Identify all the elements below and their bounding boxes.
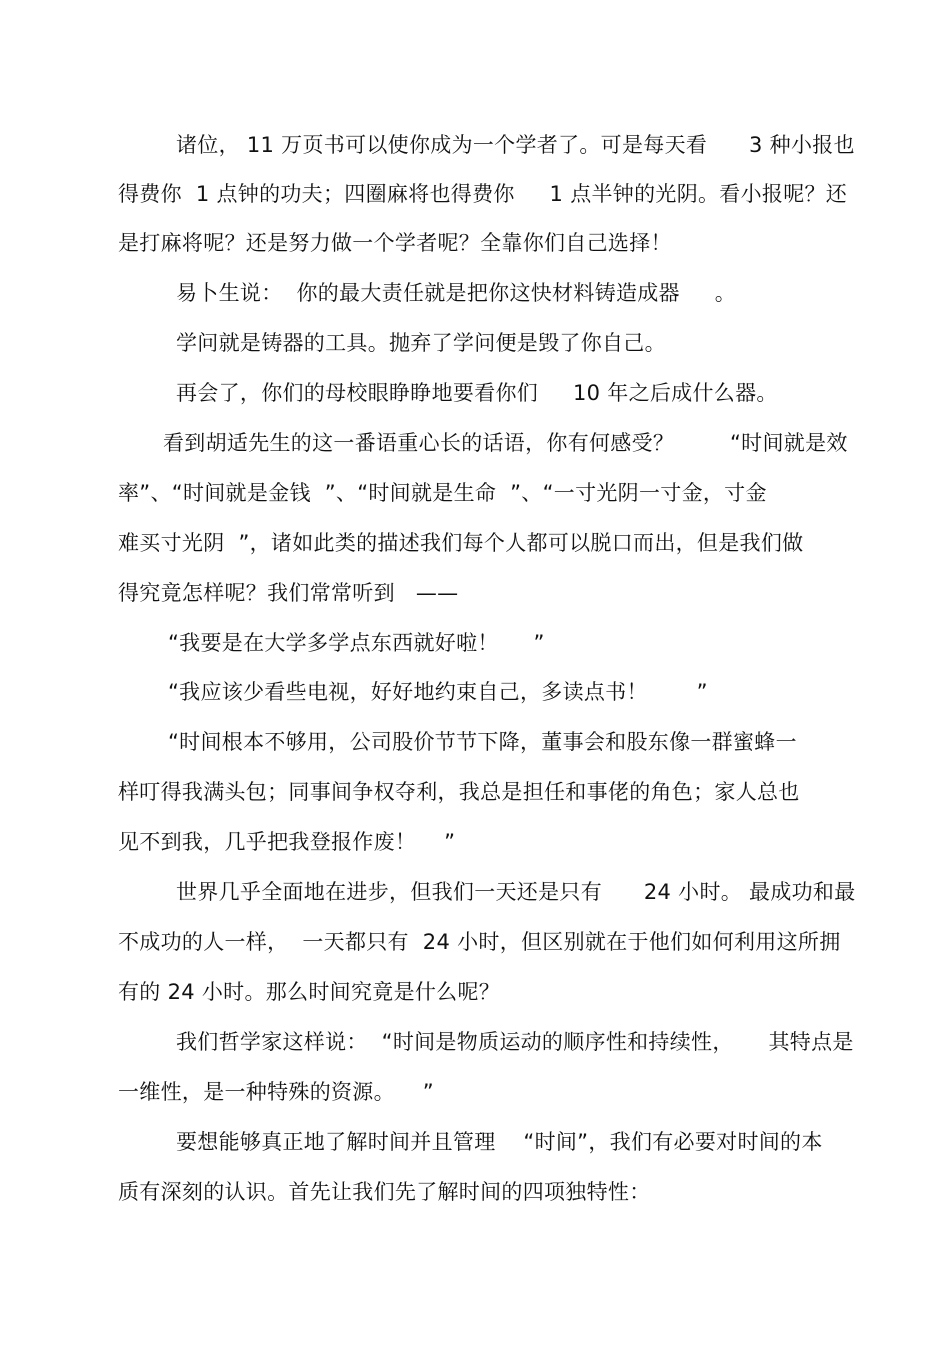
text-line: 再会了，你们的母校眼睁睁地要看你们 10 年之后成什么器。 xyxy=(176,381,778,405)
text-line: 易卜生说： 你的最大责任就是把你这快材料铸造成器 。 xyxy=(176,281,737,305)
text-line: 一维性，是一种特殊的资源。 ” xyxy=(118,1080,434,1104)
text-line: 学问就是铸器的工具。抛弃了学问便是毁了你自己。 xyxy=(176,331,666,355)
text-line: 世界几乎全面地在进步，但我们一天还是只有 24 小时。 最成功和最 xyxy=(176,880,856,904)
text-line: “我应该少看些电视，好好地约束自己，多读点书！ ” xyxy=(168,680,708,704)
text-line: 我们哲学家这样说： “时间是物质运动的顺序性和持续性， 其特点是 xyxy=(176,1030,854,1054)
text-line: 有的 24 小时。那么时间究竟是什么呢？ xyxy=(118,980,501,1004)
text-line: 是打麻将呢？还是努力做一个学者呢？全靠你们自己选择！ xyxy=(118,231,672,255)
text-line: 不成功的人一样， 一天都只有 24 小时，但区别就在于他们如何利用这所拥 xyxy=(118,930,841,954)
text-line: 要想能够真正地了解时间并且管理 “时间”，我们有必要对时间的本 xyxy=(176,1130,823,1154)
text-line: 得费你 1 点钟的功夫；四圈麻将也得费你 1 点半钟的光阴。看小报呢？还 xyxy=(118,182,848,206)
text-line: 样叮得我满头包；同事间争权夺利，我总是担任和事佬的角色；家人总也 xyxy=(118,780,800,804)
text-line: “时间根本不够用，公司股价节节下降，董事会和股东像一群蜜蜂一 xyxy=(168,730,797,754)
text-line: “我要是在大学多学点东西就好啦！ ” xyxy=(168,631,545,655)
text-line: 率”、“时间就是金钱 ”、“时间就是生命 ”、“一寸光阴一寸金，寸金 xyxy=(118,481,767,505)
text-line: 难买寸光阴 ”，诸如此类的描述我们每个人都可以脱口而出，但是我们做 xyxy=(118,531,804,555)
text-line: 见不到我，几乎把我登报作废！ ” xyxy=(118,830,456,854)
text-line: 看到胡适先生的这一番语重心长的话语，你有何感受？ “时间就是效 xyxy=(163,431,848,455)
text-line: 诸位， 11 万页书可以使你成为一个学者了。可是每天看 3 种小报也 xyxy=(176,133,855,157)
text-line: 质有深刻的认识。首先让我们先了解时间的四项独特性： xyxy=(118,1180,651,1204)
text-line: 得究竟怎样呢？我们常常听到 —— xyxy=(118,581,459,605)
